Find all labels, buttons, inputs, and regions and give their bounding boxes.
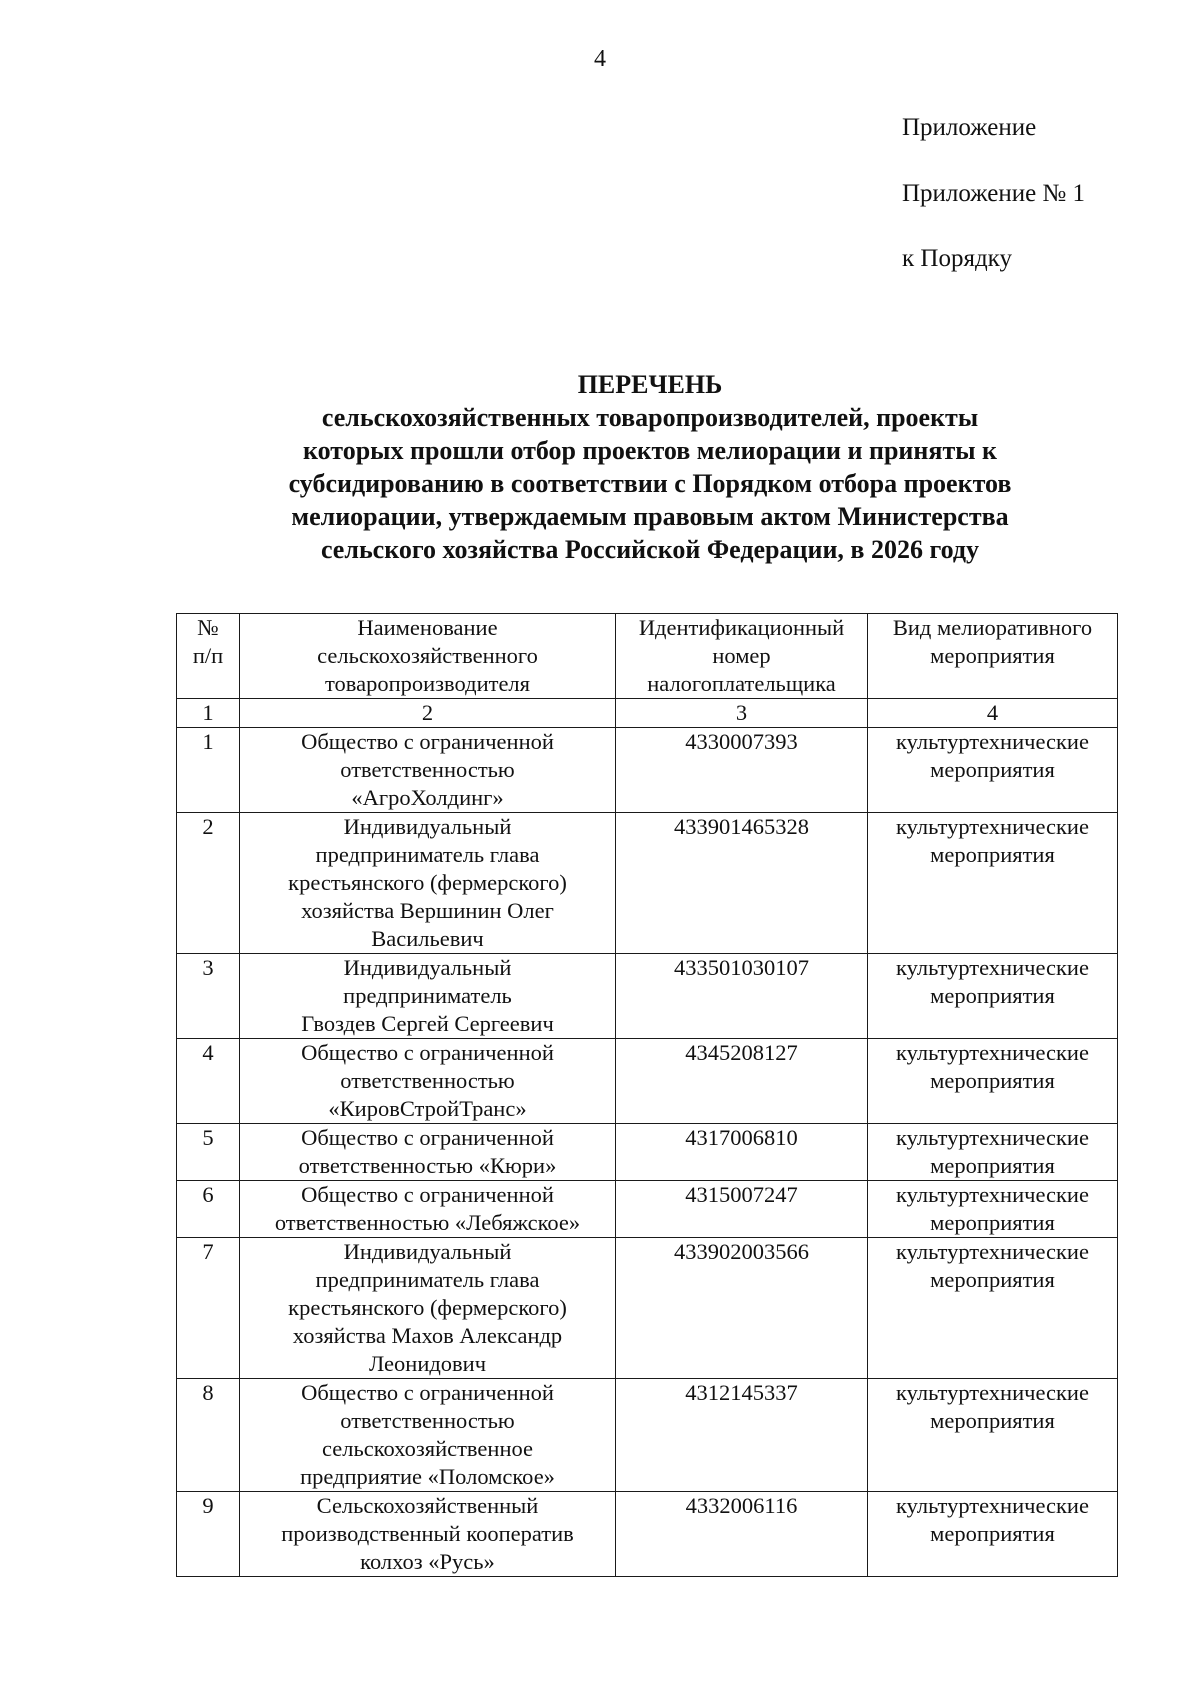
producer-name (240, 954, 616, 1039)
producer-name-line: колхоз «Русь» (360, 1549, 495, 1574)
taxpayer-id: 4332006116 (616, 1492, 868, 1577)
reclamation-type (868, 1039, 1118, 1124)
producer-name-line: крестьянского (фермерского) (288, 870, 567, 895)
producers-table (176, 613, 1118, 1577)
reclamation-type-line: мероприятия (930, 1408, 1055, 1433)
producer-name-line: предприниматель глава (315, 1267, 540, 1292)
title-line: субсидированию в соответствии с Порядком отбора проектов (288, 469, 1012, 498)
title-heading: ПЕРЕЧЕНЬ (577, 370, 723, 399)
producer-name-line: Общество с ограниченной (301, 1040, 554, 1065)
reclamation-type-line: культуртехнические (896, 955, 1089, 980)
reclamation-type-line: мероприятия (930, 842, 1055, 867)
producer-name-line: Общество с ограниченной (301, 1125, 554, 1150)
row-number: 2 (177, 813, 240, 954)
document-title (200, 368, 1100, 566)
column-number: 1 (177, 699, 240, 728)
taxpayer-id: 433901465328 (616, 813, 868, 954)
header-type: Вид мелиоративного мероприятия (868, 614, 1118, 699)
producer-name-line: «КировСтройТранс» (328, 1096, 527, 1121)
reclamation-type-line: мероприятия (930, 1521, 1055, 1546)
page-number: 4 (594, 46, 606, 72)
producer-name-line: предприятие «Поломское» (300, 1464, 555, 1489)
reclamation-type-line: мероприятия (930, 1267, 1055, 1292)
taxpayer-id: 433902003566 (616, 1238, 868, 1379)
producer-name-line: Гвоздев Сергей Сергеевич (301, 1011, 554, 1036)
producer-name-line: Индивидуальный (343, 814, 512, 839)
row-number: 1 (177, 728, 240, 813)
row-number: 8 (177, 1379, 240, 1492)
table-row (177, 1492, 1118, 1577)
row-number: 3 (177, 954, 240, 1039)
producer-name-line: хозяйства Махов Александр (292, 1323, 563, 1348)
table-row (177, 1181, 1118, 1238)
reclamation-type (868, 813, 1118, 954)
producer-name-line: Общество с ограниченной (301, 1182, 554, 1207)
reclamation-type (868, 1181, 1118, 1238)
producer-name-line: ответственностью «Кюри» (298, 1153, 557, 1178)
column-number-row (177, 699, 1118, 728)
producer-name-line: Леонидович (368, 1351, 487, 1376)
producer-name (240, 1039, 616, 1124)
table-row (177, 1124, 1118, 1181)
header-inn: Идентификационный номер налогоплательщика (616, 614, 868, 699)
reclamation-type (868, 1124, 1118, 1181)
reclamation-type-line: культуртехнические (896, 1493, 1089, 1518)
reclamation-type (868, 1238, 1118, 1379)
table-row (177, 1379, 1118, 1492)
header-number: № п/п (177, 614, 240, 699)
producer-name (240, 728, 616, 813)
title-line: мелиорации, утверждаемым правовым актом Министерства (291, 502, 1009, 531)
producer-name-line: хозяйства Вершинин Олег (301, 898, 554, 923)
producer-name-line: ответственностью «Лебяжское» (274, 1210, 581, 1235)
row-number: 5 (177, 1124, 240, 1181)
column-number: 2 (240, 699, 616, 728)
reclamation-type-line: культуртехнические (896, 814, 1089, 839)
producer-name-line: Васильевич (371, 926, 484, 951)
reclamation-type-line: мероприятия (930, 757, 1055, 782)
title-line: сельского хозяйства Российской Федерации, в 2026 году (320, 535, 980, 564)
appendix-order: к Порядку (902, 245, 1012, 272)
reclamation-type (868, 1492, 1118, 1577)
reclamation-type-line: культуртехнические (896, 1182, 1089, 1207)
taxpayer-id: 4312145337 (616, 1379, 868, 1492)
reclamation-type-line: мероприятия (930, 1068, 1055, 1093)
table-header-row (177, 614, 1118, 699)
producer-name-line: предприниматель (343, 983, 512, 1008)
column-number: 4 (868, 699, 1118, 728)
table-row (177, 813, 1118, 954)
table-row (177, 1238, 1118, 1379)
header-name: Наименование сельскохозяйственного товаропроизводителя (240, 614, 616, 699)
producer-name-line: Общество с ограниченной (301, 1380, 554, 1405)
producer-name-line: крестьянского (фермерского) (288, 1295, 567, 1320)
taxpayer-id: 433501030107 (616, 954, 868, 1039)
producer-name-line: производственный кооператив (281, 1521, 574, 1546)
producer-name-line: предприниматель глава (315, 842, 540, 867)
title-line: которых прошли отбор проектов мелиорации и приняты к (303, 436, 997, 465)
taxpayer-id: 4317006810 (616, 1124, 868, 1181)
column-number: 3 (616, 699, 868, 728)
row-number: 4 (177, 1039, 240, 1124)
producer-name-line: сельскохозяйственное (321, 1436, 533, 1461)
appendix-number: Приложение № 1 (902, 180, 1086, 207)
reclamation-type-line: культуртехнические (896, 1380, 1089, 1405)
producer-name-line: «АгроХолдинг» (351, 785, 504, 810)
taxpayer-id: 4330007393 (616, 728, 868, 813)
producer-name (240, 1379, 616, 1492)
reclamation-type (868, 728, 1118, 813)
producer-name-line: ответственностью (340, 1408, 515, 1433)
row-number: 9 (177, 1492, 240, 1577)
reclamation-type-line: мероприятия (930, 1153, 1055, 1178)
reclamation-type-line: культуртехнические (896, 729, 1089, 754)
producer-name (240, 1181, 616, 1238)
table-row (177, 954, 1118, 1039)
table-row (177, 1039, 1118, 1124)
row-number: 7 (177, 1238, 240, 1379)
producer-name (240, 1492, 616, 1577)
producer-name-line: Сельскохозяйственный (316, 1493, 539, 1518)
taxpayer-id: 4315007247 (616, 1181, 868, 1238)
producer-name-line: Индивидуальный (343, 955, 512, 980)
reclamation-type-line: культуртехнические (896, 1125, 1089, 1150)
reclamation-type-line: культуртехнические (896, 1239, 1089, 1264)
reclamation-type-line: мероприятия (930, 983, 1055, 1008)
reclamation-type (868, 1379, 1118, 1492)
producer-name-line: Индивидуальный (343, 1239, 512, 1264)
reclamation-type (868, 954, 1118, 1039)
producer-name (240, 813, 616, 954)
reclamation-type-line: культуртехнические (896, 1040, 1089, 1065)
title-line: сельскохозяйственных товаропроизводителей, проекты (321, 403, 979, 432)
producer-name (240, 1238, 616, 1379)
reclamation-type-line: мероприятия (930, 1210, 1055, 1235)
table-row (177, 728, 1118, 813)
producer-name (240, 1124, 616, 1181)
taxpayer-id: 4345208127 (616, 1039, 868, 1124)
producer-name-line: Общество с ограниченной (301, 729, 554, 754)
producer-name-line: ответственностью (340, 1068, 515, 1093)
row-number: 6 (177, 1181, 240, 1238)
appendix-label: Приложение (902, 114, 1037, 141)
table-body (177, 728, 1118, 1577)
producer-name-line: ответственностью (340, 757, 515, 782)
